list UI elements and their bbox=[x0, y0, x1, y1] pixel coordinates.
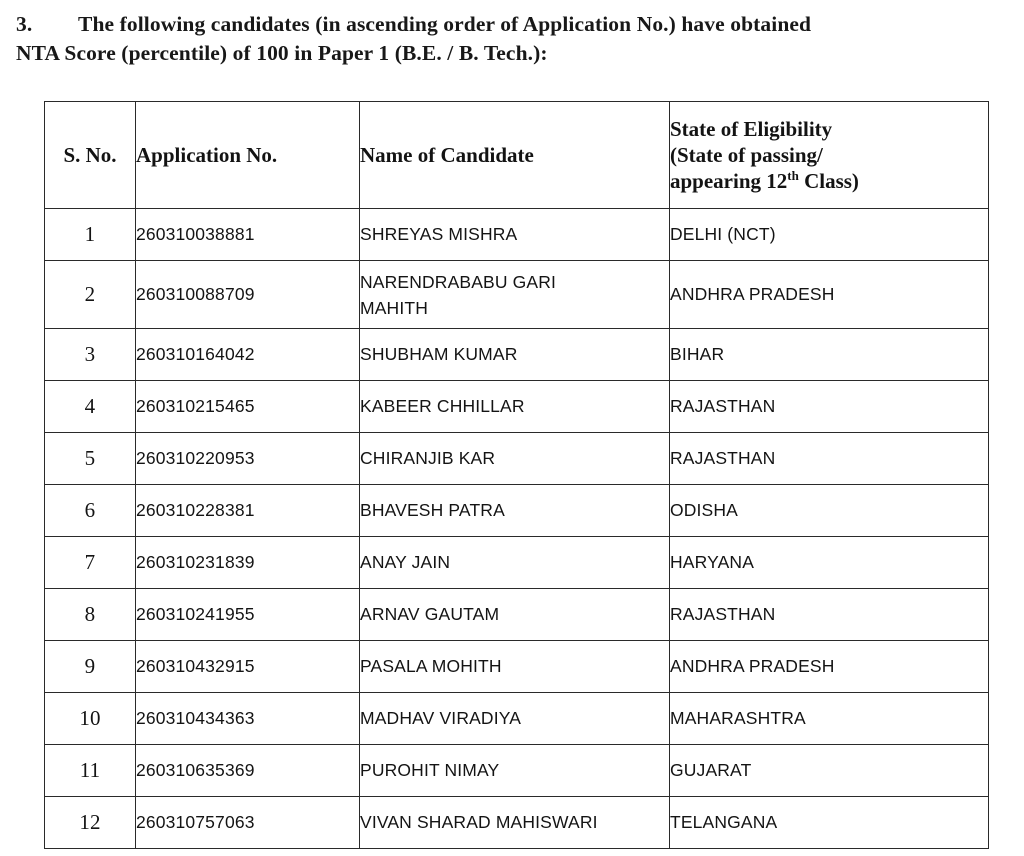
cell-state-of-eligibility: MAHARASHTRA bbox=[670, 693, 989, 745]
cell-application-no: 260310215465 bbox=[136, 381, 360, 433]
cell-candidate-name: PUROHIT NIMAY bbox=[360, 745, 670, 797]
cell-state-of-eligibility: TELANGANA bbox=[670, 797, 989, 849]
state-header-line-3-prefix: appearing 12 bbox=[670, 169, 788, 193]
cell-candidate-name: PASALA MOHITH bbox=[360, 641, 670, 693]
cell-candidate-name: CHIRANJIB KAR bbox=[360, 433, 670, 485]
table-row bbox=[45, 381, 989, 433]
cell-state-of-eligibility: GUJARAT bbox=[670, 745, 989, 797]
state-header-line-2: (State of passing/ bbox=[670, 143, 823, 167]
item-number: 3. bbox=[16, 12, 33, 36]
cell-application-no: 260310432915 bbox=[136, 641, 360, 693]
cell-application-no: 260310757063 bbox=[136, 797, 360, 849]
cell-candidate-name: KABEER CHHILLAR bbox=[360, 381, 670, 433]
cell-application-no: 260310088709 bbox=[136, 261, 360, 329]
intro-line-2: NTA Score (percentile) of 100 in Paper 1 (B.E. / B. Tech.): bbox=[16, 41, 548, 65]
state-header-line-3 bbox=[670, 168, 988, 194]
table-body bbox=[45, 209, 989, 849]
cell-state-of-eligibility: DELHI (NCT) bbox=[670, 209, 989, 261]
table-header bbox=[45, 102, 989, 209]
cell-application-no: 260310231839 bbox=[136, 537, 360, 589]
table-row bbox=[45, 537, 989, 589]
cell-serial: 7 bbox=[45, 537, 136, 589]
cell-serial: 11 bbox=[45, 745, 136, 797]
table-header-row bbox=[45, 102, 989, 209]
cell-serial: 9 bbox=[45, 641, 136, 693]
cell-state-of-eligibility: ANDHRA PRADESH bbox=[670, 641, 989, 693]
cell-state-of-eligibility: ANDHRA PRADESH bbox=[670, 261, 989, 329]
table-row bbox=[45, 209, 989, 261]
cell-application-no: 260310635369 bbox=[136, 745, 360, 797]
state-header-line-3-suffix: Class) bbox=[798, 169, 859, 193]
intro-line-1: The following candidates (in ascending order of Application No.) have obtained bbox=[78, 12, 812, 36]
cell-serial: 6 bbox=[45, 485, 136, 537]
cell-state-of-eligibility: RAJASTHAN bbox=[670, 589, 989, 641]
cell-candidate-name: BHAVESH PATRA bbox=[360, 485, 670, 537]
cell-application-no: 260310038881 bbox=[136, 209, 360, 261]
candidates-table bbox=[44, 101, 989, 849]
table-row bbox=[45, 261, 989, 329]
cell-candidate-name: SHREYAS MISHRA bbox=[360, 209, 670, 261]
ordinal-superscript: th bbox=[787, 168, 799, 183]
table-row bbox=[45, 329, 989, 381]
table-row bbox=[45, 745, 989, 797]
cell-state-of-eligibility: RAJASTHAN bbox=[670, 381, 989, 433]
table-row bbox=[45, 485, 989, 537]
table-row bbox=[45, 433, 989, 485]
cell-serial: 3 bbox=[45, 329, 136, 381]
table-row bbox=[45, 797, 989, 849]
candidates-table-container bbox=[44, 101, 988, 849]
cell-state-of-eligibility: ODISHA bbox=[670, 485, 989, 537]
cell-serial: 10 bbox=[45, 693, 136, 745]
cell-candidate-name: VIVAN SHARAD MAHISWARI bbox=[360, 797, 670, 849]
cell-state-of-eligibility: BIHAR bbox=[670, 329, 989, 381]
column-header-serial: S. No. bbox=[45, 102, 136, 209]
cell-serial: 1 bbox=[45, 209, 136, 261]
cell-candidate-name: MADHAV VIRADIYA bbox=[360, 693, 670, 745]
cell-serial: 8 bbox=[45, 589, 136, 641]
cell-candidate-name: ARNAV GAUTAM bbox=[360, 589, 670, 641]
cell-serial: 2 bbox=[45, 261, 136, 329]
cell-serial: 4 bbox=[45, 381, 136, 433]
cell-serial: 12 bbox=[45, 797, 136, 849]
column-header-application-no: Application No. bbox=[136, 102, 360, 209]
cell-candidate-name-line-1: NARENDRABABU GARI bbox=[360, 271, 557, 292]
cell-candidate-name bbox=[360, 261, 670, 329]
table-row bbox=[45, 589, 989, 641]
cell-candidate-name: SHUBHAM KUMAR bbox=[360, 329, 670, 381]
cell-state-of-eligibility: HARYANA bbox=[670, 537, 989, 589]
table-row bbox=[45, 693, 989, 745]
column-header-name: Name of Candidate bbox=[360, 102, 670, 209]
cell-application-no: 260310434363 bbox=[136, 693, 360, 745]
column-header-state-of-eligibility bbox=[670, 102, 989, 209]
intro-paragraph bbox=[16, 10, 1008, 68]
cell-state-of-eligibility: RAJASTHAN bbox=[670, 433, 989, 485]
cell-serial: 5 bbox=[45, 433, 136, 485]
cell-candidate-name-line-2: MAHITH bbox=[360, 297, 428, 318]
cell-application-no: 260310164042 bbox=[136, 329, 360, 381]
cell-application-no: 260310228381 bbox=[136, 485, 360, 537]
cell-application-no: 260310241955 bbox=[136, 589, 360, 641]
cell-candidate-name: ANAY JAIN bbox=[360, 537, 670, 589]
cell-application-no: 260310220953 bbox=[136, 433, 360, 485]
table-row bbox=[45, 641, 989, 693]
state-header-line-1: State of Eligibility bbox=[670, 117, 833, 141]
